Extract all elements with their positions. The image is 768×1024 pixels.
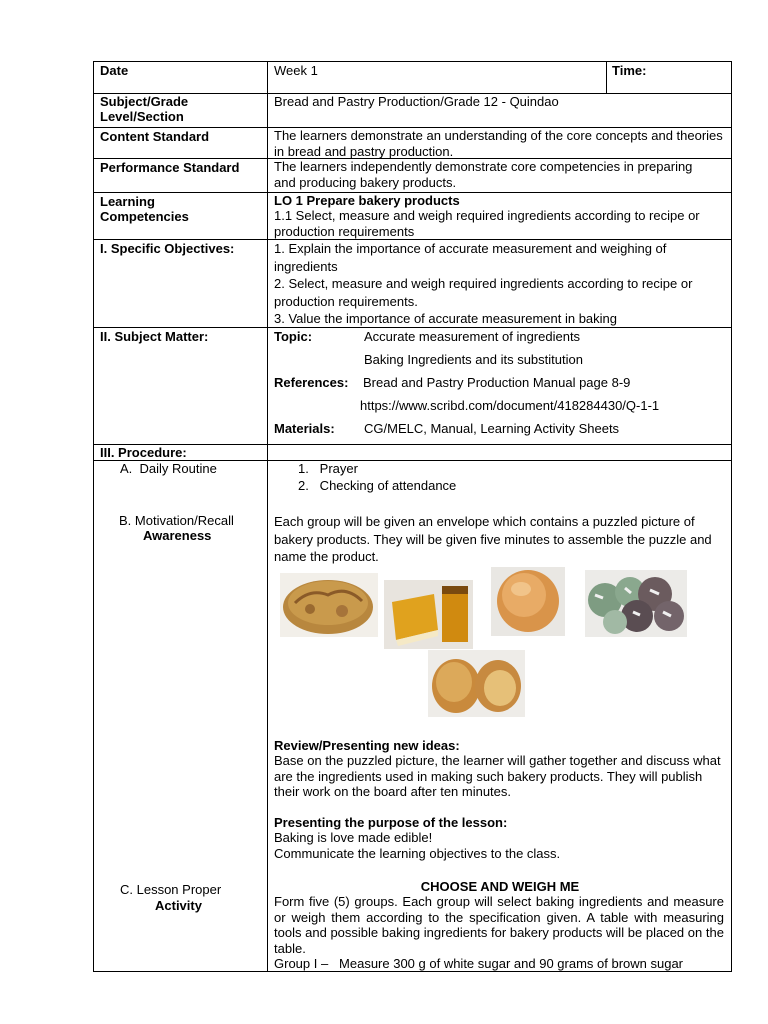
activity-text: Form five (5) groups. Each group will select baking ingredients and measure or weigh them according to the specification given. A table with measuring tools and possible baking ingredients for bakery products will be placed on the table. bbox=[274, 894, 724, 956]
activity-title: CHOOSE AND WEIGH ME bbox=[420, 879, 580, 894]
egg-pie-photo bbox=[384, 580, 473, 649]
date-value: Week 1 bbox=[274, 63, 318, 78]
subject-matter-label: II. Subject Matter: bbox=[100, 329, 209, 344]
references-label: References: bbox=[274, 375, 349, 390]
content-standard-value: The learners demonstrate an understanding of the core concepts and theories in bread and pastry production. bbox=[274, 128, 723, 159]
date-label: Date bbox=[100, 63, 129, 78]
row-line bbox=[93, 444, 732, 445]
crinkles-photo bbox=[585, 570, 687, 637]
review-text: Base on the puzzled picture, the learner will gather together and discuss what are the ingredients used in making such bakery products. They will publish their work on the board after ten minutes. bbox=[274, 753, 721, 799]
objective-1: 1. Explain the importance of accurate measurement and weighing of ingredients bbox=[274, 241, 667, 274]
objectives-label: I. Specific Objectives: bbox=[100, 241, 235, 256]
competencies-value: 1.1 Select, measure and weigh required ingredients according to recipe or production requirements bbox=[274, 208, 700, 239]
purpose-line-1: Baking is love made edible! bbox=[274, 830, 433, 845]
topic-label: Topic: bbox=[274, 329, 313, 344]
materials-label: Materials: bbox=[274, 421, 335, 436]
performance-standard-value: The learners independently demonstrate core competencies in preparing and producing bakery products. bbox=[274, 159, 693, 190]
purpose-title: Presenting the purpose of the lesson: bbox=[274, 815, 508, 830]
routine-item-2: 2. Checking of attendance bbox=[298, 478, 457, 493]
procedure-label: III. Procedure: bbox=[100, 445, 187, 460]
motivation-text: Each group will be given an envelope which contains a puzzled picture of bakery products. They will be given five minutes to assemble the puzzle and name the product. bbox=[274, 514, 712, 564]
time-label: Time: bbox=[612, 63, 647, 78]
references-1: Bread and Pastry Production Manual page 8-9 bbox=[363, 375, 631, 390]
objective-2: 2. Select, measure and weigh required ingredients according to recipe or production requirements. bbox=[274, 276, 693, 309]
topic-1: Accurate measurement of ingredients bbox=[364, 329, 581, 344]
subject-value: Bread and Pastry Production/Grade 12 - Quindao bbox=[274, 94, 559, 109]
daily-routine-label: A. Daily Routine bbox=[120, 461, 217, 476]
motivation-label: B. Motivation/Recall bbox=[119, 513, 234, 528]
competencies-title: LO 1 Prepare bakery products bbox=[274, 193, 460, 208]
group-1-text: Group I – Measure 300 g of white sugar and 90 grams of brown sugar bbox=[274, 956, 684, 971]
subject-label: Subject/Grade Level/Section bbox=[100, 94, 189, 124]
materials-value: CG/MELC, Manual, Learning Activity Sheets bbox=[364, 421, 620, 436]
activity-label: Activity bbox=[155, 898, 202, 913]
column-divider bbox=[267, 61, 268, 972]
content-standard-label: Content Standard bbox=[100, 129, 210, 144]
references-2: https://www.scribd.com/document/418284430/Q-1-1 bbox=[360, 398, 660, 413]
purpose-line-2: Communicate the learning objectives to the class. bbox=[274, 846, 561, 861]
topic-2: Baking Ingredients and its substitution bbox=[364, 352, 583, 367]
awareness-label: Awareness bbox=[143, 528, 212, 543]
performance-standard-label: Performance Standard bbox=[100, 160, 240, 175]
review-title: Review/Presenting new ideas: bbox=[274, 738, 460, 753]
time-divider bbox=[606, 61, 607, 93]
cheese-bread-photo bbox=[428, 650, 525, 717]
pandesal-photo bbox=[491, 567, 565, 636]
routine-item-1: 1. Prayer bbox=[298, 461, 358, 476]
learning-competencies-label: Learning Competencies bbox=[100, 194, 189, 224]
lesson-proper-label: C. Lesson Proper bbox=[120, 882, 222, 897]
objective-3: 3. Value the importance of accurate measurement in baking bbox=[274, 311, 618, 326]
bread-photo bbox=[280, 573, 378, 637]
